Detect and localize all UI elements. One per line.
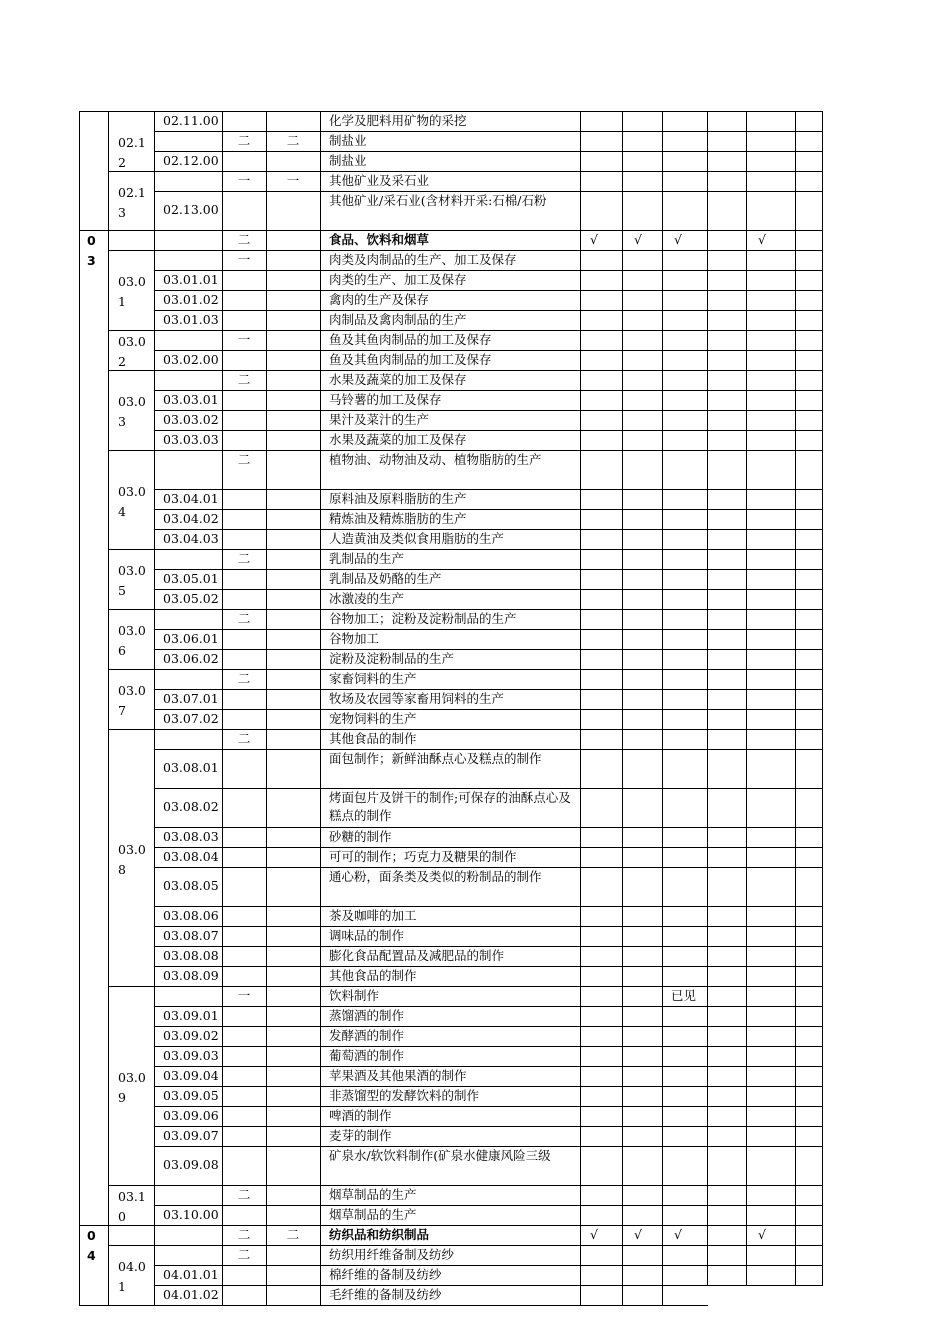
row-level: 二 — [237, 372, 251, 387]
row-name: 其他矿业/采石业(含材料开采:石棉/石粉 — [329, 193, 547, 208]
row-code: 03.05.02 — [163, 591, 219, 606]
row-name: 制盐业 — [329, 133, 367, 148]
row-code: 03.09.01 — [163, 1008, 219, 1023]
row-code: 03.08.07 — [163, 928, 219, 943]
row-name: 鱼及其鱼肉制品的加工及保存 — [329, 352, 492, 367]
row-name: 砂糖的制作 — [329, 829, 392, 844]
row-name: 牧场及农园等家畜用饲料的生产 — [329, 691, 505, 706]
row-level: 一 — [237, 252, 251, 267]
row-name: 烤面包片及饼干的制作;可保存的油酥点心及糕点的制作 — [329, 790, 571, 823]
row-name: 植物油、动物油及动、植物脂肪的生产 — [329, 452, 542, 467]
row-name: 化学及肥料用矿物的采挖 — [329, 113, 467, 128]
row-code: 03.04.01 — [163, 491, 219, 506]
row-name: 制盐业 — [329, 153, 367, 168]
row-level: 二 — [237, 452, 251, 467]
row-name: 肉制品及禽肉制品的生产 — [329, 312, 467, 327]
row-code: 03.01.01 — [163, 272, 219, 287]
row-code: 03.08.05 — [163, 878, 219, 893]
row-level: 二 — [237, 611, 251, 626]
row-name: 矿泉水/软饮料制作(矿泉水健康风险三级 — [329, 1148, 551, 1163]
group-code: 0 4 — [87, 1228, 96, 1263]
note-text: 已见 — [671, 988, 697, 1003]
row-name: 麦芽的制作 — [329, 1128, 392, 1143]
row-code: 03.05.01 — [163, 571, 219, 586]
row-code: 03.08.01 — [163, 760, 219, 775]
check-mark: √ — [758, 232, 766, 247]
row-code: 03.09.06 — [163, 1108, 219, 1123]
check-mark: √ — [634, 1227, 642, 1242]
check-mark: √ — [634, 232, 642, 247]
row-level: 一 — [237, 988, 251, 1003]
row-code: 03.01.02 — [163, 292, 219, 307]
row-name: 棉纤维的备制及纺纱 — [329, 1267, 442, 1282]
subgroup-code: 03.0 6 — [118, 623, 146, 658]
row-code: 03.03.03 — [163, 432, 219, 447]
check-mark: √ — [674, 1227, 682, 1242]
row-name: 谷物加工 — [329, 631, 380, 646]
row-level: 二 — [237, 551, 251, 566]
row-code: 03.04.02 — [163, 511, 219, 526]
row-name: 葡萄酒的制作 — [329, 1048, 405, 1063]
row-name: 乳制品及奶酪的生产 — [329, 571, 442, 586]
row-name: 食品、饮料和烟草 — [329, 232, 430, 247]
row-name: 茶及咖啡的加工 — [329, 908, 417, 923]
row-code: 03.08.06 — [163, 908, 219, 923]
grid-line — [79, 1305, 708, 1306]
row-level: 二 — [237, 1187, 251, 1202]
row-level: 二 — [237, 232, 251, 247]
grid-line — [822, 111, 823, 1286]
row-level: 二 — [237, 133, 251, 148]
row-name: 肉类的生产、加工及保存 — [329, 272, 467, 287]
row-name: 纺织用纤维备制及纺纱 — [329, 1247, 455, 1262]
row-code: 03.04.03 — [163, 531, 219, 546]
row-level: 二 — [237, 731, 251, 746]
row-level-secondary: 二 — [286, 133, 300, 148]
row-code: 03.09.08 — [163, 1157, 219, 1172]
row-level: 二 — [237, 671, 251, 686]
row-name: 膨化食品配置品及减肥品的制作 — [329, 948, 505, 963]
row-name: 水果及蔬菜的加工及保存 — [329, 372, 467, 387]
row-code: 03.03.01 — [163, 392, 219, 407]
row-code: 03.08.08 — [163, 948, 219, 963]
grid-line — [108, 111, 109, 1306]
row-code: 02.13.00 — [163, 202, 219, 217]
row-name: 宠物饲料的生产 — [329, 711, 417, 726]
row-code: 03.08.04 — [163, 849, 219, 864]
row-code: 03.01.03 — [163, 312, 219, 327]
row-code: 03.09.03 — [163, 1048, 219, 1063]
row-code: 03.08.02 — [163, 799, 219, 814]
row-name: 饮料制作 — [329, 988, 380, 1003]
row-name: 水果及蔬菜的加工及保存 — [329, 432, 467, 447]
subgroup-code: 03.0 8 — [118, 841, 146, 877]
grid-line — [707, 111, 708, 1286]
row-level-secondary: 二 — [286, 1227, 300, 1242]
subgroup-code: 02.1 3 — [118, 184, 146, 220]
check-mark: √ — [674, 232, 682, 247]
row-name: 人造黄油及类似食用脂肪的生产 — [329, 531, 505, 546]
row-level: 一 — [237, 173, 251, 188]
grid-line — [795, 111, 796, 1286]
check-mark: √ — [590, 1227, 598, 1242]
row-name: 啤酒的制作 — [329, 1108, 392, 1123]
row-code: 02.12.00 — [163, 153, 219, 168]
row-name: 原料油及原料脂肪的生产 — [329, 491, 467, 506]
row-name: 通心粉，面条类及类似的粉制品的制作 — [329, 869, 542, 884]
subgroup-code: 03.1 0 — [118, 1189, 146, 1224]
grid-line — [746, 111, 747, 1286]
row-level: 二 — [237, 1227, 251, 1242]
row-name: 非蒸馏型的发酵饮料的制作 — [329, 1088, 480, 1103]
row-name: 毛纤维的备制及纺纱 — [329, 1287, 442, 1302]
row-name: 其他食品的制作 — [329, 968, 417, 983]
row-name: 乳制品的生产 — [329, 551, 405, 566]
row-name: 纺织品和纺织制品 — [329, 1227, 430, 1242]
subgroup-code: 03.0 9 — [118, 1069, 146, 1105]
row-code: 03.08.09 — [163, 968, 219, 983]
group-code: 0 3 — [87, 233, 96, 268]
row-name: 可可的制作；巧克力及糖果的制作 — [329, 849, 517, 864]
row-code: 03.09.02 — [163, 1028, 219, 1043]
row-name: 烟草制品的生产 — [329, 1187, 417, 1202]
row-code: 04.01.01 — [163, 1267, 219, 1282]
subgroup-code: 03.0 4 — [118, 483, 146, 519]
row-name: 马铃薯的加工及保存 — [329, 392, 442, 407]
row-name: 烟草制品的生产 — [329, 1207, 417, 1222]
row-name: 谷物加工；淀粉及淀粉制品的生产 — [329, 611, 517, 626]
row-code: 03.06.01 — [163, 631, 219, 646]
row-name: 家畜饲料的生产 — [329, 671, 417, 686]
row-code: 03.09.04 — [163, 1068, 219, 1083]
row-code: 03.10.00 — [163, 1207, 219, 1222]
row-code: 03.03.02 — [163, 412, 219, 427]
row-name: 苹果酒及其他果酒的制作 — [329, 1068, 467, 1083]
row-code: 03.09.05 — [163, 1088, 219, 1103]
row-level: 一 — [237, 332, 251, 347]
row-name: 面包制作；新鲜油酥点心及糕点的制作 — [329, 751, 542, 766]
subgroup-code: 04.0 1 — [118, 1259, 146, 1294]
row-code: 02.11.00 — [163, 113, 219, 128]
row-name: 其他食品的制作 — [329, 731, 417, 746]
row-code: 03.06.02 — [163, 651, 219, 666]
row-name: 冰激凌的生产 — [329, 591, 405, 606]
row-name: 淀粉及淀粉制品的生产 — [329, 651, 455, 666]
row-code: 03.07.01 — [163, 691, 219, 706]
subgroup-code: 03.0 1 — [118, 274, 146, 309]
row-code: 03.08.03 — [163, 829, 219, 844]
grid-line — [79, 111, 80, 1306]
row-level: 二 — [237, 1247, 251, 1262]
row-level-secondary: 一 — [286, 173, 300, 188]
row-name: 调味品的制作 — [329, 928, 405, 943]
subgroup-code: 03.0 3 — [118, 394, 146, 429]
subgroup-code: 03.0 7 — [118, 683, 146, 718]
row-name: 精炼油及精炼脂肪的生产 — [329, 511, 467, 526]
check-mark: √ — [590, 232, 598, 247]
check-mark: √ — [758, 1227, 766, 1242]
subgroup-code: 03.0 2 — [118, 334, 146, 369]
row-name: 鱼及其鱼肉制品的加工及保存 — [329, 332, 492, 347]
row-code: 03.02.00 — [163, 352, 219, 367]
subgroup-code: 02.1 2 — [118, 135, 146, 170]
row-name: 肉类及肉制品的生产、加工及保存 — [329, 252, 517, 267]
row-code: 03.09.07 — [163, 1128, 219, 1143]
subgroup-code: 03.0 5 — [118, 563, 146, 598]
row-name: 发酵酒的制作 — [329, 1028, 405, 1043]
row-code: 03.07.02 — [163, 711, 219, 726]
row-name: 禽肉的生产及保存 — [329, 292, 430, 307]
row-name: 果汁及菜汁的生产 — [329, 412, 430, 427]
row-name: 其他矿业及采石业 — [329, 173, 430, 188]
row-code: 04.01.02 — [163, 1287, 219, 1302]
row-name: 蒸馏酒的制作 — [329, 1008, 405, 1023]
